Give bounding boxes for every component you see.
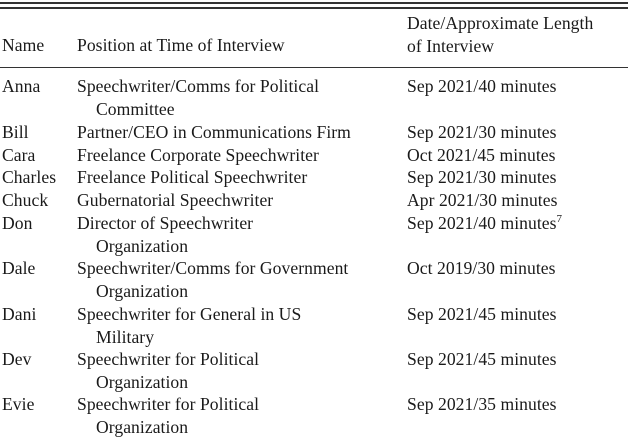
position-line2: Organization	[96, 416, 189, 437]
cell-position: Partner/CEO in Communications Firm	[77, 122, 351, 142]
cell-position: Freelance Political Speechwriter	[77, 167, 308, 187]
position-line1: Director of Speechwriter	[77, 213, 254, 233]
cell-position: Freelance Corporate Speechwriter	[77, 145, 319, 165]
cell-position	[77, 212, 253, 257]
cell-date: Apr 2021/30 minutes	[407, 190, 558, 210]
cell-name: Evie	[2, 394, 35, 414]
cell-name: Dale	[2, 258, 36, 278]
cell-date: Sep 2021/30 minutes	[407, 122, 557, 142]
cell-position	[77, 75, 319, 120]
cell-name: Bill	[2, 122, 29, 142]
cell-date: Sep 2021/30 minutes	[407, 167, 557, 187]
cell-name: Charles	[2, 167, 57, 187]
position-line1: Speechwriter/Comms for Government	[77, 258, 349, 278]
top-rule-second	[0, 7, 628, 9]
position-line2: Organization	[96, 280, 189, 301]
position-line1: Speechwriter for Political	[77, 349, 260, 369]
header-name: Name	[2, 35, 45, 55]
cell-position: Gubernatorial Speechwriter	[77, 190, 274, 210]
position-line2: Organization	[96, 371, 189, 392]
top-rule	[0, 2, 628, 4]
cell-date: Sep 2021/45 minutes	[407, 349, 557, 369]
cell-date: Sep 2021/45 minutes	[407, 304, 557, 324]
header-position: Position at Time of Interview	[77, 35, 285, 55]
cell-date: Sep 2021/40 minutes	[407, 76, 557, 96]
date-text: Sep 2021/40 minutes	[407, 213, 557, 233]
position-line1: Speechwriter/Comms for Political	[77, 76, 320, 96]
header-date-line1: Date/Approximate Length	[407, 13, 594, 33]
cell-position	[77, 348, 259, 393]
header-date	[407, 12, 593, 57]
cell-date: Sep 2021/35 minutes	[407, 394, 557, 414]
cell-name: Don	[2, 213, 33, 233]
position-line1: Speechwriter for General in US	[77, 304, 302, 324]
footnote-marker[interactable]: 7	[556, 213, 563, 226]
cell-date: Oct 2021/45 minutes	[407, 145, 556, 165]
cell-position	[77, 393, 259, 438]
cell-name: Dani	[2, 304, 37, 324]
position-line2: Committee	[96, 98, 175, 119]
cell-date: Oct 2019/30 minutes	[407, 258, 556, 278]
header-rule	[0, 67, 628, 68]
cell-name: Cara	[2, 145, 36, 165]
cell-position	[77, 257, 348, 302]
position-line1: Speechwriter for Political	[77, 394, 260, 414]
header-date-line2: of Interview	[407, 35, 495, 56]
cell-name: Dev	[2, 349, 32, 369]
cell-date	[407, 212, 562, 235]
position-line2: Military	[96, 326, 155, 347]
cell-name: Anna	[2, 76, 41, 96]
position-line2: Organization	[96, 235, 189, 256]
cell-name: Chuck	[2, 190, 49, 210]
cell-position	[77, 303, 301, 348]
